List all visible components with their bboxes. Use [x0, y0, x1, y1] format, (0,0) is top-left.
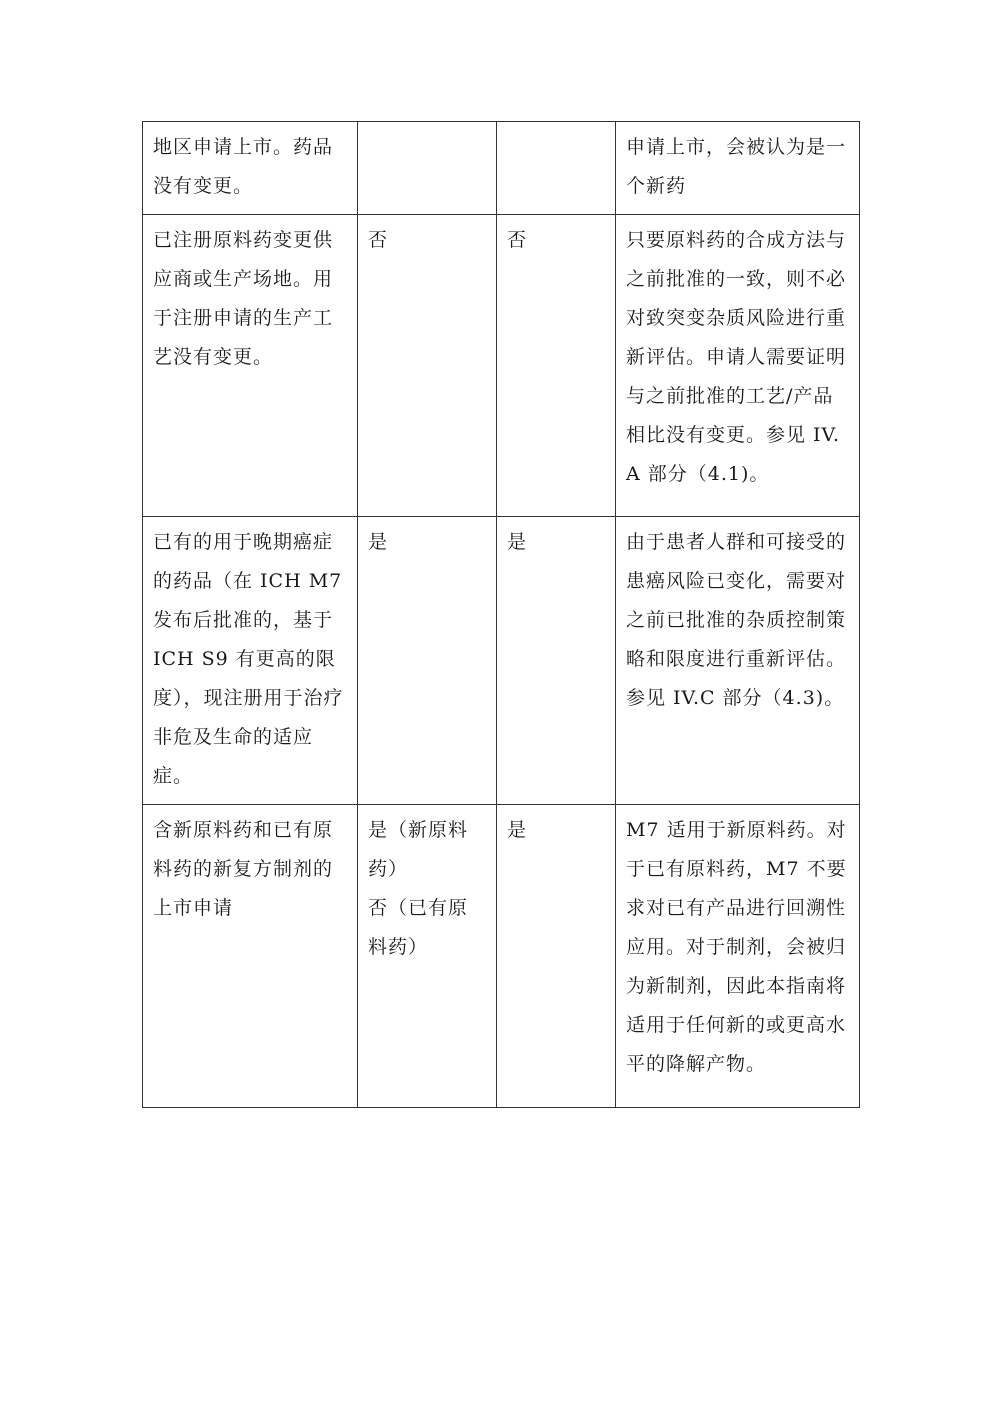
- table-row: [143, 122, 860, 215]
- comment-cell: 由于患者人群和可接受的患癌风险已变化，需要对之前已批准的杂质控制策略和限度进行重新评估。参见 IV.C 部分（4.3)。: [616, 517, 860, 805]
- drug-product-cell: 是: [497, 805, 616, 1108]
- drug-substance-cell: 否: [358, 215, 497, 517]
- scenario-cell: 已注册原料药变更供应商或生产场地。用于注册申请的生产工艺没有变更。: [143, 215, 358, 517]
- scenario-cell: 已有的用于晚期癌症的药品（在 ICH M7 发布后批准的，基于 ICH S9 有更高的限度），现注册用于治疗非危及生命的适应症。: [143, 517, 358, 805]
- drug-product-cell: 否: [497, 215, 616, 517]
- table-row: [143, 805, 860, 1108]
- drug-substance-cell: 是: [358, 517, 497, 805]
- scenario-cell: 地区申请上市。药品没有变更。: [143, 122, 358, 215]
- table-row: [143, 517, 860, 805]
- drug-substance-cell: [358, 122, 497, 215]
- drug-product-cell: [497, 122, 616, 215]
- comment-cell: 只要原料药的合成方法与之前批准的一致，则不必对致突变杂质风险进行重新评估。申请人需要证明与之前批准的工艺/产品相比没有变更。参见 IV.A 部分（4.1)。: [616, 215, 860, 517]
- comment-cell: M7 适用于新原料药。对于已有原料药，M7 不要求对已有产品进行回溯性应用。对于制剂，会被归为新制剂，因此本指南将适用于任何新的或更高水平的降解产物。: [616, 805, 860, 1108]
- comment-cell: 申请上市，会被认为是一个新药: [616, 122, 860, 215]
- applicability-table: [142, 121, 860, 1108]
- drug-product-cell: 是: [497, 517, 616, 805]
- table-row: [143, 215, 860, 517]
- drug-substance-cell: 是（新原料药） 否（已有原料药）: [358, 805, 497, 1108]
- scenario-cell: 含新原料药和已有原料药的新复方制剂的上市申请: [143, 805, 358, 1108]
